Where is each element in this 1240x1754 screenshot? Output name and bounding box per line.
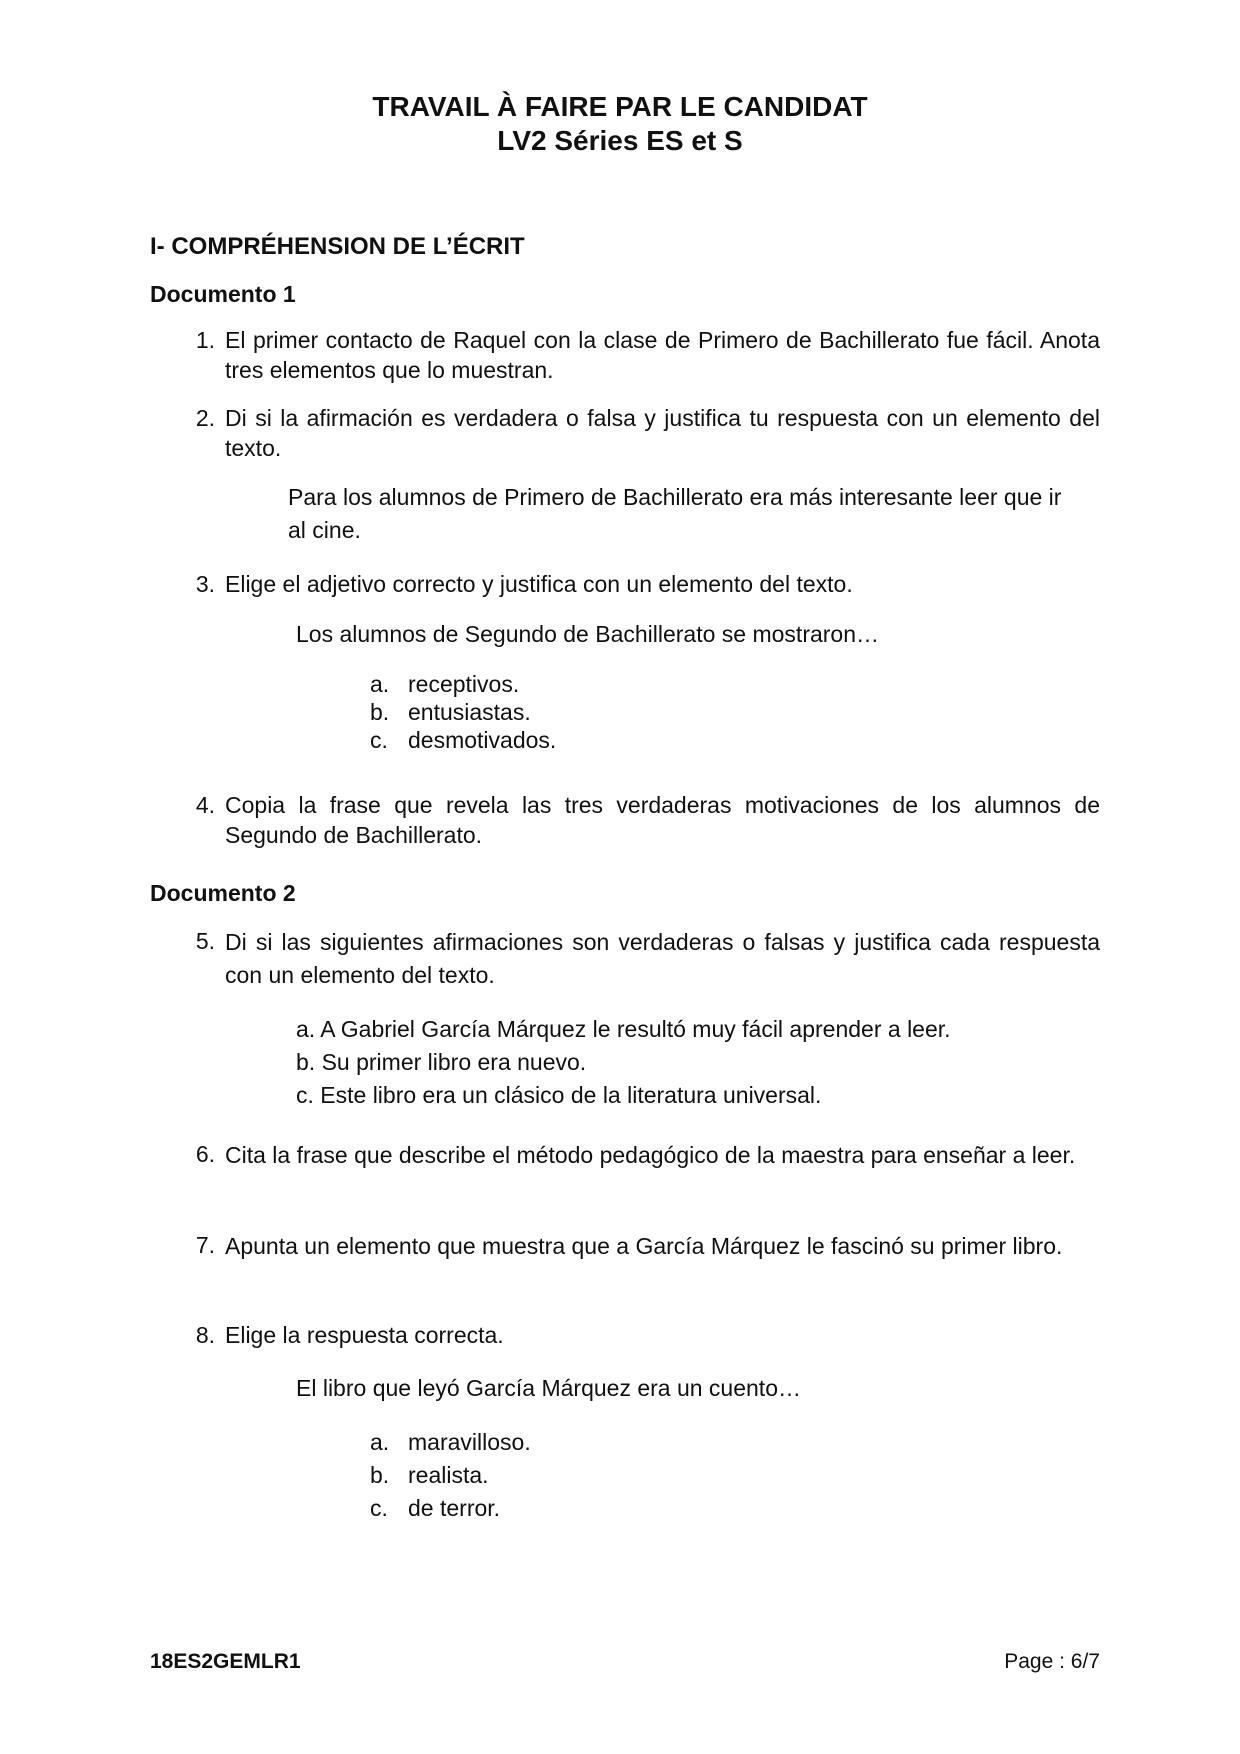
option-letter: b.	[370, 1462, 390, 1488]
question-3-option-a	[370, 670, 519, 698]
question-2	[185, 403, 1100, 463]
option-text: desmotivados.	[408, 727, 557, 753]
question-text: El primer contacto de Raquel con la clase de Primero de Bachillerato fue fácil. Anota tres elementos que lo muestran.	[225, 327, 1100, 383]
question-5	[185, 926, 1100, 992]
page-title: TRAVAIL À FAIRE PAR LE CANDIDAT	[372, 91, 868, 122]
option-text: entusiastas.	[408, 699, 531, 725]
question-8-option-b	[370, 1461, 489, 1489]
question-6	[185, 1139, 1100, 1172]
option-letter: c.	[370, 1495, 388, 1521]
question-text: Copia la frase que revela las tres verdaderas motivaciones de los alumnos de Segundo de Bachillerato.	[225, 792, 1100, 848]
question-5-statement-b: b. Su primer libro era nuevo.	[296, 1049, 587, 1075]
option-text: maravilloso.	[408, 1429, 531, 1455]
question-number: 7.	[195, 1232, 215, 1258]
question-text: Elige el adjetivo correcto y justifica con un elemento del texto.	[225, 571, 853, 597]
question-number: 4.	[195, 792, 215, 818]
question-text: Di si las siguientes afirmaciones son verdaderas o falsas y justifica cada respuesta con un elemento del texto.	[225, 929, 1100, 988]
question-4	[185, 790, 1100, 850]
page-subtitle: LV2 Séries ES et S	[497, 125, 743, 156]
question-2-statement: Para los alumnos de Primero de Bachillerato era más interesante leer que ir al cine.	[288, 484, 1062, 543]
question-8-statement: El libro que leyó García Márquez era un cuento…	[296, 1375, 801, 1401]
document-1-heading: Documento 1	[150, 281, 296, 307]
option-text: receptivos.	[408, 671, 520, 697]
question-text: Apunta un elemento que muestra que a García Márquez le fascinó su primer libro.	[225, 1233, 1063, 1259]
question-text: Cita la frase que describe el método pedagógico de la maestra para enseñar a leer.	[225, 1142, 1076, 1168]
document-2-heading: Documento 2	[150, 880, 296, 906]
question-number: 8.	[195, 1322, 215, 1348]
question-text: Elige la respuesta correcta.	[225, 1322, 504, 1348]
question-5-statement-a: a. A Gabriel García Márquez le resultó muy fácil aprender a leer.	[296, 1016, 951, 1042]
option-text: de terror.	[408, 1495, 501, 1521]
question-3	[185, 569, 1100, 599]
question-3-statement: Los alumnos de Segundo de Bachillerato se mostraron…	[296, 621, 880, 647]
question-number: 3.	[195, 571, 215, 597]
question-1	[185, 325, 1100, 385]
question-3-option-b	[370, 698, 531, 726]
question-number: 5.	[195, 928, 215, 954]
question-number: 6.	[195, 1141, 215, 1167]
question-number: 2.	[195, 405, 215, 431]
question-3-option-c	[370, 726, 556, 754]
footer-code: 18ES2GEMLR1	[150, 1650, 301, 1673]
question-8-option-a	[370, 1428, 531, 1456]
option-letter: a.	[370, 671, 390, 697]
option-letter: b.	[370, 699, 390, 725]
footer-page-number: Page : 6/7	[1004, 1650, 1100, 1673]
question-8	[185, 1320, 1100, 1350]
question-number: 1.	[195, 327, 215, 353]
question-5-statement-c: c. Este libro era un clásico de la literatura universal.	[296, 1082, 822, 1108]
question-8-option-c	[370, 1494, 500, 1522]
option-letter: a.	[370, 1429, 390, 1455]
question-text: Di si la afirmación es verdadera o falsa y justifica tu respuesta con un elemento del texto.	[225, 405, 1100, 461]
option-letter: c.	[370, 727, 388, 753]
option-text: realista.	[408, 1462, 489, 1488]
question-7	[185, 1230, 1100, 1263]
section-title: I- COMPRÉHENSION DE L’ÉCRIT	[150, 233, 525, 260]
